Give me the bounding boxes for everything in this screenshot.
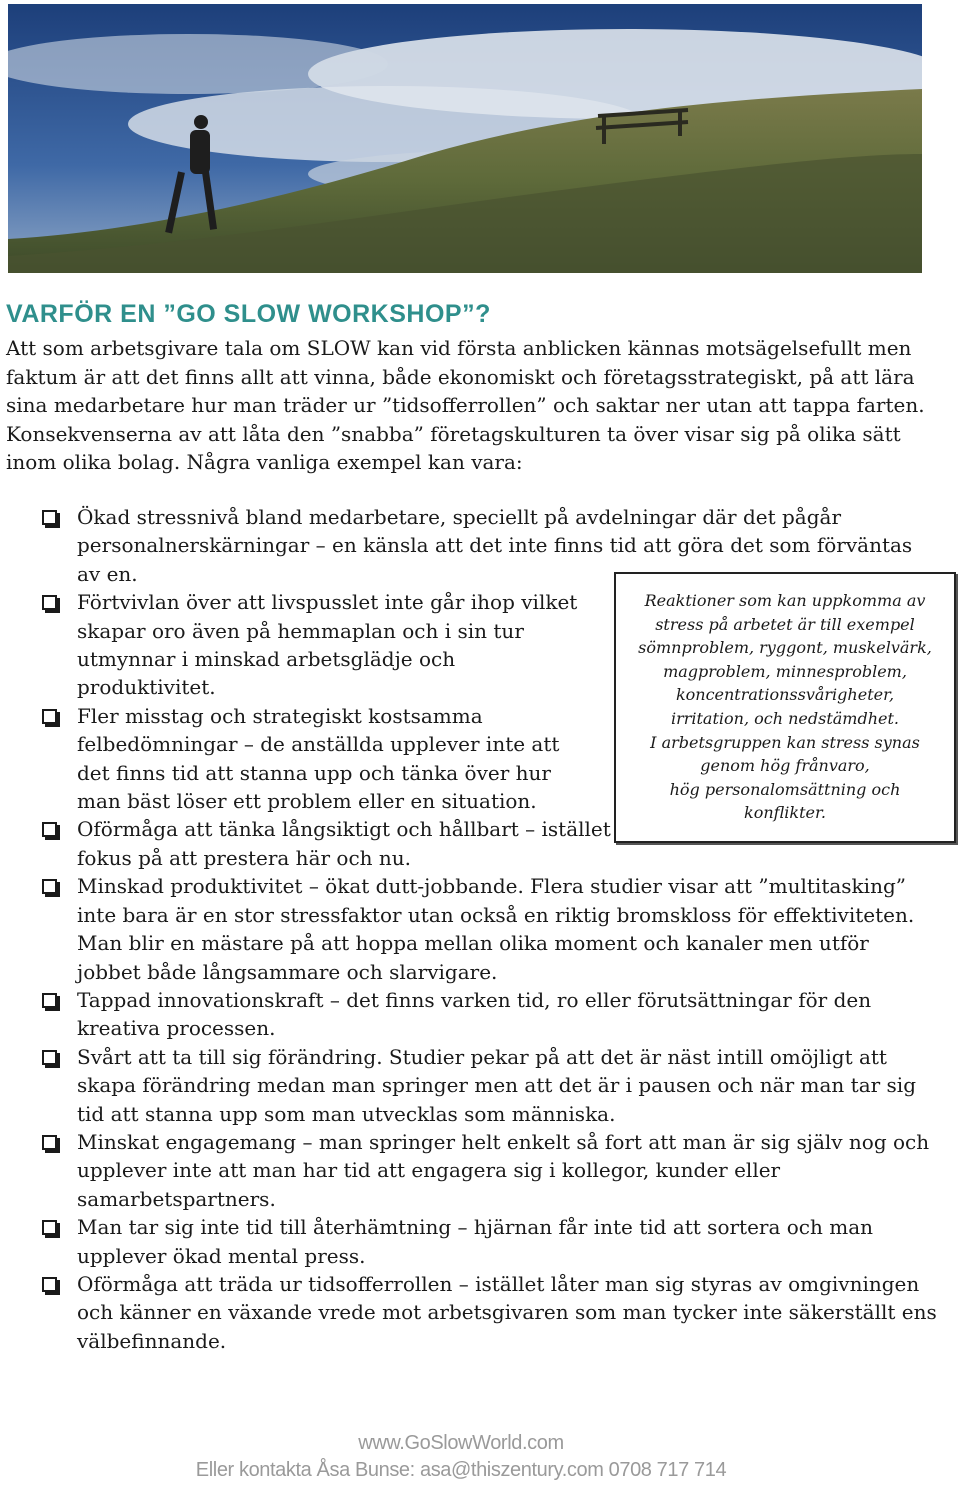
intro-paragraph: Att som arbetsgivare tala om SLOW kan vid första anblicken kännas motsägelsefullt men faktum är att det finns allt att vinna, både ekonomiskt och företagsstrategiskt, på att lära sina medarbetare hur man träder ur ”tidsofferrollen” och saktar ner utan att tappa farten. Konsekvenserna av att låta den ”snabba” företagskulturen ta över visar sig på olika sätt inom olika bolag. Några vanliga exempel kan vara: [6, 336, 925, 474]
checkbox-bullet-icon [42, 510, 57, 525]
checkbox-bullet-icon [42, 1050, 57, 1065]
list-item [0, 872, 937, 986]
callout-line: stress på arbetet är till exempel [655, 614, 915, 634]
list-item-text: Minskad produktivitet – ökat dutt-jobbande. Flera studier visar att ”multitasking” inte bara är en stor stressfaktor utan också en riktig bromskloss för effektiviteten. Man blir en mästare på att hoppa mellan olika moment och kanaler men utför jobbet både långsammare och slarvigare. [77, 874, 915, 984]
checkbox-bullet-icon [42, 1220, 57, 1235]
callout-line: konflikter. [744, 803, 826, 823]
list-item-text: Oförmåga att tänka långsiktigt och hållbart – istället fokus på att prestera här och nu. [77, 817, 611, 870]
list-item-text: Oförmåga att träda ur tidsofferrollen – istället låter man sig styras av omgivningen och känner en växande vrede mot arbetsgivaren som man tycker inte säkerställt ens välbefinnande. [77, 1271, 937, 1353]
photo-hill-bench-icon [8, 4, 922, 273]
callout-line: hög personalomsättning och [669, 779, 901, 799]
list-item-text: Förtvivlan över att livspusslet inte går ihop vilket skapar oro även på hemmaplan och i sin tur utmynnar i minskad arbetsglädje och produktivitet. [77, 590, 578, 700]
list-item [0, 815, 637, 872]
list-item [0, 1213, 937, 1270]
list-item [0, 1128, 937, 1213]
list-item [0, 1043, 937, 1128]
callout-line: I arbetsgruppen kan stress synas [650, 732, 920, 752]
list-item-text: Svårt att ta till sig förändring. Studier pekar på att det är näst intill omöjligt att skapa förändring medan man springer men att det är i pausen och när man tar sig tid att stanna upp som man utvecklas som människa. [77, 1044, 916, 1126]
footer-contact: Eller kontakta Åsa Bunse: asa@thiszentury.com 0708 717 714 [195, 1459, 727, 1481]
checkbox-bullet-icon [42, 709, 57, 724]
list-item [0, 1270, 937, 1355]
callout-line: irritation, och nedstämdhet. [670, 708, 900, 728]
checkbox-bullet-icon [42, 822, 57, 837]
list-item [0, 702, 597, 816]
callout-line: sömnproblem, ryggont, muskelvärk, [638, 638, 932, 658]
checkbox-bullet-icon [42, 595, 57, 610]
stress-reactions-callout [614, 572, 956, 843]
list-item-text: Tappad innovationskraft – det finns varken tid, ro eller förutsättningar för den kreativa processen. [77, 987, 872, 1041]
checkbox-bullet-icon [42, 1135, 57, 1150]
list-item-text: Minskat engagemang – man springer helt enkelt så fort att man är sig själv nog och upplever inte att man har tid att engagera sig i kollegor, kunder eller samarbetspartners. [77, 1129, 930, 1211]
callout-line: koncentrationssvårigheter, [675, 685, 895, 705]
header-photo [8, 4, 922, 273]
checkbox-bullet-icon [42, 879, 57, 894]
page-title: VARFÖR EN ”GO SLOW WORKSHOP”? [6, 300, 491, 328]
list-item-text: Fler misstag och strategiskt kostsamma felbedömningar – de anställda upplever inte att det finns tid att stanna upp och tänka över hur man bäst löser ett problem eller en situation. [77, 703, 560, 814]
checkbox-bullet-icon [42, 993, 57, 1008]
footer-website-link[interactable]: www.GoSlowWorld.com [358, 1432, 564, 1454]
list-item [0, 588, 597, 702]
list-item [0, 986, 937, 1043]
callout-line: genom hög frånvaro, [700, 756, 870, 776]
list-item-text: Ökad stressnivå bland medarbetare, speciellt på avdelningar där det pågår personalnerskärningar – en känsla att det inte finns tid att göra det som förväntas av en. [77, 505, 913, 586]
callout-line: magproblem, minnesproblem, [663, 661, 907, 681]
checkbox-bullet-icon [42, 1277, 57, 1292]
list-item-text: Man tar sig inte tid till återhämtning – hjärnan får inte tid att sortera och man upplever ökad mental press. [77, 1215, 874, 1268]
callout-line: Reaktioner som kan uppkomma av [644, 591, 926, 610]
